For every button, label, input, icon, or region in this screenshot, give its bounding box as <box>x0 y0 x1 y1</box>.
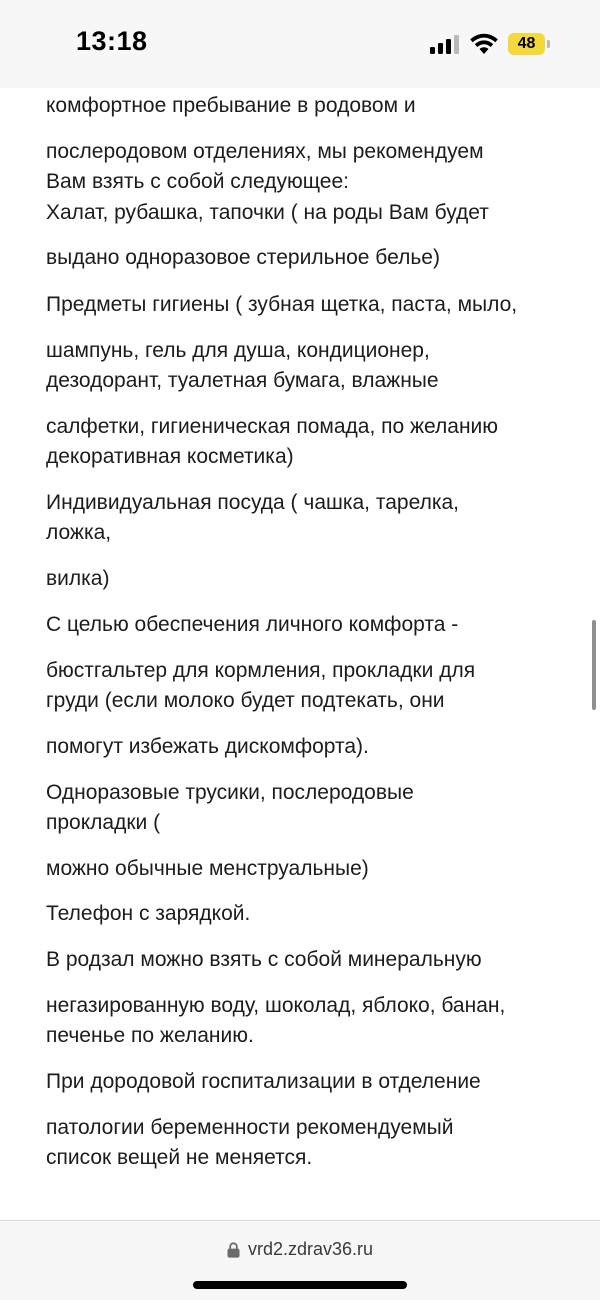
vertical-scrollbar[interactable] <box>592 620 596 710</box>
battery-tip <box>547 40 550 48</box>
article-line: дезодорант, туалетная бумага, влажные <box>46 369 439 392</box>
status-time: 13:18 <box>76 26 148 56</box>
address-bar[interactable] <box>0 1239 600 1263</box>
cellular-signal-icon <box>430 35 461 54</box>
article-line: бюстгальтер для кормления, прокладки для <box>46 659 476 682</box>
article-line: ложка, <box>46 521 112 544</box>
article-line: декоративная косметика) <box>46 445 294 468</box>
article-line: С целью обеспечения личного комфорта - <box>46 613 459 636</box>
article-line: можно обычные менструальные) <box>46 857 369 880</box>
home-indicator[interactable] <box>193 1281 407 1289</box>
status-bar <box>0 0 600 88</box>
article-line: список вещей не меняется. <box>46 1146 313 1169</box>
article-line: послеродовом отделениях, мы рекомендуем <box>46 140 484 163</box>
article-line: Одноразовые трусики, послеродовые <box>46 781 414 804</box>
article-line: выдано одноразовое стерильное белье) <box>46 246 440 269</box>
article-line: Вам взять с собой следующее: <box>46 170 350 193</box>
article-line: В родзал можно взять с собой минеральную <box>46 948 482 971</box>
article-line: При дородовой госпитализации в отделение <box>46 1070 481 1093</box>
lock-icon <box>227 1242 240 1258</box>
article-line: комфортное пребывание в родовом и <box>46 94 416 117</box>
article-line: Индивидуальная посуда ( чашка, тарелка, <box>46 491 459 514</box>
article-line: вилка) <box>46 567 110 590</box>
battery-icon <box>508 33 550 55</box>
article-line: печенье по желанию. <box>46 1024 254 1047</box>
article-line: помогут избежать дискомфорта). <box>46 735 369 758</box>
article-line: негазированную воду, шоколад, яблоко, банан, <box>46 994 506 1017</box>
address-url[interactable]: vrd2.zdrav36.ru <box>247 1239 374 1259</box>
article-line: груди (если молоко будет подтекать, они <box>46 689 445 712</box>
article-line: Телефон с зарядкой. <box>46 902 251 925</box>
battery-level: 48 <box>517 35 536 52</box>
article-line: Предметы гигиены ( зубная щетка, паста, мыло, <box>46 293 518 316</box>
article-line: шампунь, гель для душа, кондиционер, <box>46 339 430 362</box>
article-line: патологии беременности рекомендуемый <box>46 1116 454 1139</box>
article-line: прокладки ( <box>46 811 161 834</box>
wifi-icon <box>470 33 498 55</box>
article-line: салфетки, гигиеническая помада, по желанию <box>46 415 499 438</box>
browser-bottom-bar <box>0 1220 600 1300</box>
article-line: Халат, рубашка, тапочки ( на роды Вам будет <box>46 201 489 224</box>
